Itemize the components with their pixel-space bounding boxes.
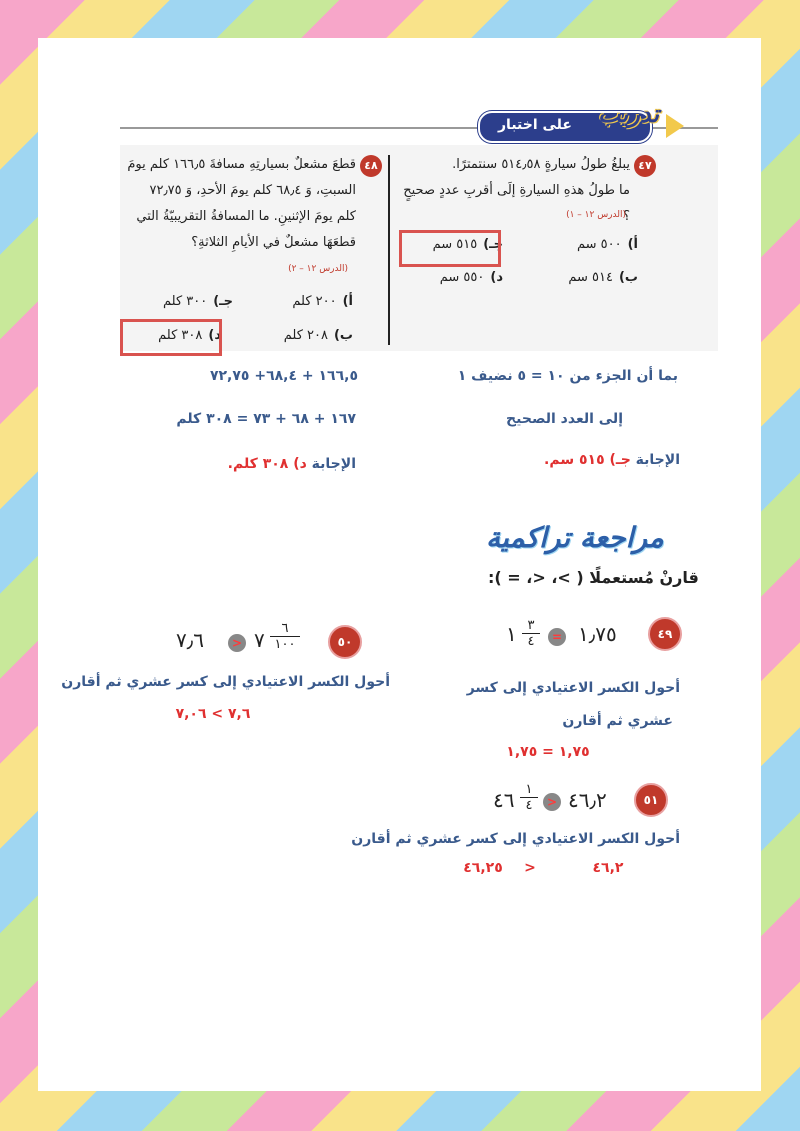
question-48-line2: السبتِ، وَ ٦٨٫٤ كلم يومَ الأحدِ، وَ ٧٢٫٧٥ xyxy=(149,183,356,198)
q47-option-a[interactable] xyxy=(528,237,638,252)
question-48-number: ٤٨ xyxy=(360,155,382,177)
solution-47-answer-value: جـ) ٥١٥ سم. xyxy=(544,452,631,468)
q50-compare-sign: > xyxy=(228,634,246,652)
q47-option-d-value: ٥٥٠ سم xyxy=(439,270,485,285)
solution-48-line1: ١٦٦,٥ + ٦٨,٤+ ٧٢,٧٥ xyxy=(209,368,358,384)
q47-option-a-value: ٥٠٠ سم xyxy=(576,237,622,252)
q49-frac-numerator: ٣ xyxy=(527,618,535,633)
question-47-lesson: (الدرس ١٢ – ١) xyxy=(566,210,626,220)
q47-option-a-letter: أ) xyxy=(627,237,638,252)
question-47-line1: يبلغُ طولُ سيارةٍ ٥١٤٫٥٨ سنتمترًا. xyxy=(452,157,630,172)
q48-option-d-value: ٣٠٨ كلم xyxy=(158,328,203,343)
q49-compare-sign: = xyxy=(548,628,566,646)
q51-frac-numerator: ١ xyxy=(525,782,533,797)
q49-result: ١,٧٥ = ١,٧٥ xyxy=(506,744,590,760)
q47-answer-highlight xyxy=(399,230,501,267)
q48-option-c-value: ٣٠٠ كلم xyxy=(163,294,208,309)
q47-option-d-letter: د) xyxy=(490,270,503,285)
banner-arrow-icon xyxy=(666,114,684,138)
q51-fraction xyxy=(520,782,538,813)
worksheet-page xyxy=(38,38,761,1091)
q51-explanation: أحول الكسر الاعتيادي إلى كسر عشري ثم أقارن xyxy=(351,831,680,847)
question-48-lesson: (الدرس ١٢ – ٢) xyxy=(288,264,348,274)
q47-option-b-letter: ب) xyxy=(618,270,638,285)
q47-option-b-value: ٥١٤ سم xyxy=(568,270,613,285)
q47-option-c-value: ٥١٥ سم xyxy=(432,237,478,252)
question-48-line1: قطعَ مشعلٌ بسيارتِهِ مسافةَ ١٦٦٫٥ كلم يومَ xyxy=(127,157,356,172)
q48-option-c[interactable] xyxy=(123,294,233,309)
q51-compare-sign: > xyxy=(543,793,561,811)
solution-47-line2: إلى العدد الصحيح xyxy=(506,411,623,427)
q51-whole: ٤٦ xyxy=(493,788,515,812)
q48-option-b-value: ٢٠٨ كلم xyxy=(283,328,328,343)
q47-option-c-letter: جـ) xyxy=(483,237,503,252)
question-50-number: ٥٠ xyxy=(328,625,362,659)
review-instruction: قارنْ مُستعملًا ( >، <، = ): xyxy=(488,568,699,587)
q51-frac-denominator: ٤ xyxy=(520,797,538,813)
q48-option-a[interactable] xyxy=(243,294,353,309)
solution-48-answer xyxy=(138,456,356,472)
solution-48-line2: ١٦٧ + ٦٨ + ٧٣ = ٣٠٨ كلم xyxy=(176,411,356,427)
solution-48-answer-prefix: الإجابة xyxy=(311,456,356,472)
q48-option-a-value: ٢٠٠ كلم xyxy=(292,294,337,309)
question-48-line3: كلم يومَ الإثنينِ. ما المسافةُ التقريبيّةُ التي xyxy=(136,209,356,224)
q48-option-b[interactable] xyxy=(243,328,353,343)
q47-option-d[interactable] xyxy=(403,270,503,285)
q49-explanation-line2: عشري ثم أقارن xyxy=(562,713,673,729)
q49-explanation-line1: أحول الكسر الاعتيادي إلى كسر xyxy=(466,680,680,696)
q51-result-right: ٤٦,٢٥ xyxy=(463,860,503,876)
solution-47-answer xyxy=(398,452,680,468)
q47-option-b[interactable] xyxy=(528,270,638,285)
q48-option-a-letter: أ) xyxy=(342,294,353,309)
question-47-number: ٤٧ xyxy=(634,155,656,177)
question-51-number: ٥١ xyxy=(634,783,668,817)
solution-47-line1: بما أن الجزء من ١٠ = ٥ نضيف ١ xyxy=(457,368,678,384)
solution-47-answer-prefix: الإجابة xyxy=(635,452,680,468)
q50-whole: ٧ xyxy=(254,628,265,652)
question-48-text xyxy=(122,152,356,256)
question-47-line2: ما طولُ هذهِ السيارةِ إلَى أقربِ عددٍ صحيحٍ ؟ xyxy=(403,183,630,224)
q49-frac-denominator: ٤ xyxy=(522,633,540,649)
banner-subtitle: على اختبار xyxy=(498,117,572,133)
banner-title: تدريب xyxy=(598,100,660,128)
q50-frac-denominator: ١٠٠ xyxy=(270,636,300,652)
q50-left-value: ٧٫٦ xyxy=(176,628,204,652)
q49-whole: ١ xyxy=(506,622,517,646)
panel-divider xyxy=(388,155,390,345)
q48-option-c-letter: جـ) xyxy=(213,294,233,309)
q50-fraction xyxy=(270,621,300,652)
question-48-line4: قطعَهَا مشعلٌ في الأيامِ الثلاثةِ؟ xyxy=(191,235,356,250)
question-49-number: ٤٩ xyxy=(648,617,682,651)
q48-option-d-letter: د) xyxy=(208,328,221,343)
q49-left-value: ١٫٧٥ xyxy=(578,622,617,646)
q48-answer-highlight xyxy=(120,319,222,356)
review-title: مراجعة تراكمية xyxy=(486,521,664,554)
q51-left-value: ٤٦٫٢ xyxy=(568,788,607,812)
q50-result: ٧,٦ > ٧,٠٦ xyxy=(175,706,251,722)
solution-48-answer-value: د) ٣٠٨ كلم. xyxy=(227,456,307,472)
q50-explanation: أحول الكسر الاعتيادي إلى كسر عشري ثم أقارن xyxy=(61,674,390,690)
q50-frac-numerator: ٦ xyxy=(281,621,289,636)
q48-option-b-letter: ب) xyxy=(333,328,353,343)
q49-fraction xyxy=(522,618,540,649)
q51-result-sign: > xyxy=(524,860,536,876)
q51-result-left: ٤٦,٢ xyxy=(592,860,624,876)
